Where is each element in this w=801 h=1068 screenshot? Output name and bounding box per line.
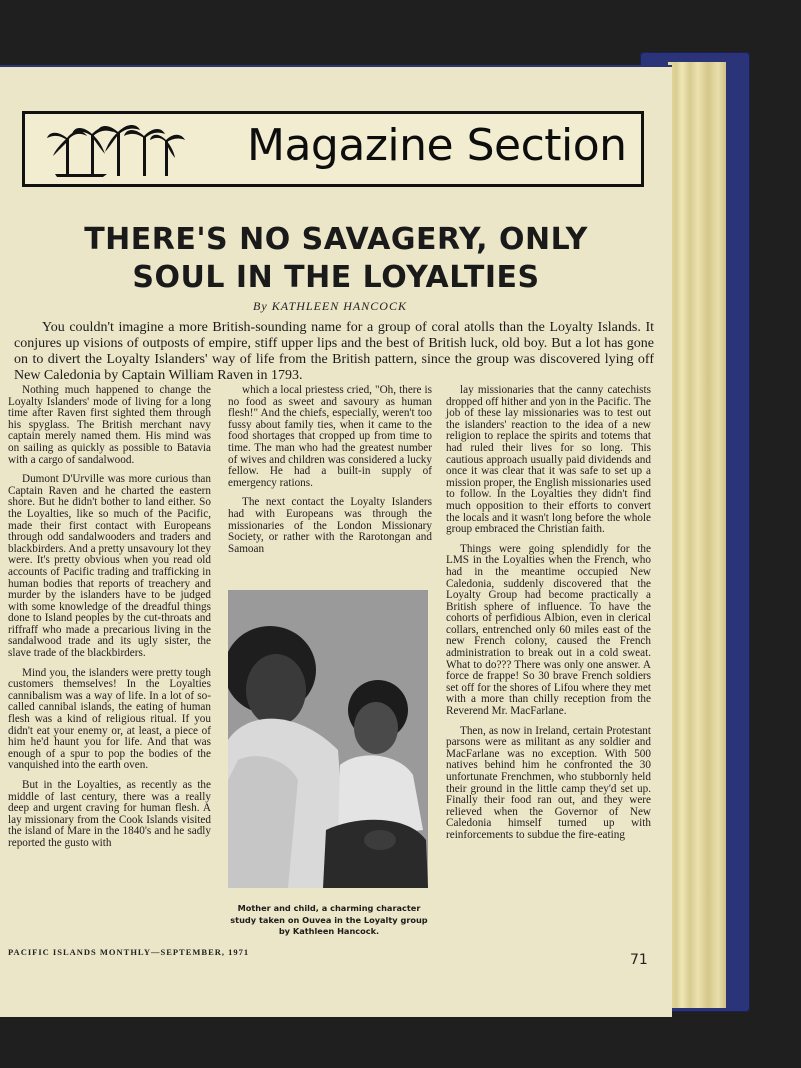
- column-1: [8, 385, 211, 858]
- magazine-page: [0, 65, 672, 1017]
- headline-line-1: THERE'S NO SAVAGERY, ONLY: [84, 222, 588, 257]
- headline-line-2: SOUL IN THE LOYALTIES: [132, 260, 540, 295]
- paragraph: which a local priestess cried, "Oh, there is no food as sweet and savoury as human flesh!" And the chiefs, especially, weren't too fussy about family ties, when it came to the food shortages that cropped up from time to time. The man who had the greatest number of wives and children was considered a lucky fellow. He had a built-in supply of emergency rations.: [228, 384, 432, 489]
- paragraph: Mind you, the islanders were pretty tough customers themselves! In the Loyalties cannibalism was a way of life. In a lot of so-called cannibal islands, the eating of human flesh was a kind of religious ritual. If you didn't eat your enemy or, at least, a piece of him he'd haunt you for life. And that was enough of a spur to pop the bodies of the vanquished into the earth oven.: [8, 666, 211, 772]
- banner-title: Magazine Section: [247, 120, 627, 171]
- mother-child-photo: [228, 590, 428, 888]
- publication-footer: PACIFIC ISLANDS MONTHLY—SEPTEMBER, 1971: [8, 947, 250, 957]
- paragraph: The next contact the Loyalty Islanders had with Europeans was through the missionaries of the London Missionary Society, or rather with the Rarotongan and Samoan: [228, 496, 432, 555]
- paragraph: lay missionaries that the canny catechists dropped off hither and yon in the Pacific. The job of these lay missionaries was to test out the islanders' reaction to the idea of a new religion to replace the spirits and totems that had ruled their lives for so long. This cautious approach usually paid dividends and once it was clear that it was safe to set up a mission proper, the English missionaries used to follow. In the Loyalties they didn't find much opposition to their efforts to convert the locals and it wasn't long before the whole group embraced the Christian faith.: [446, 384, 651, 536]
- paragraph: But in the Loyalties, as recently as the middle of last century, there was a really deep and urgent craving for human flesh. A lay missionary from the Cook Islands visited the island of Mare in the 1840's and he sadly reported the gusto with: [8, 779, 211, 849]
- paragraph: Dumont D'Urville was more curious than Captain Raven and he charted the eastern shore. But he didn't bother to land either. So the Loyalties, like so much of the Pacific, made their first contact with Europeans through odd sandalwooders and traders and blackbirders. And a pretty unsavoury lot they were. It's pretty obvious when you read old accounts of Pacific trading and trafficking in human bodies that reports of treachery and murder by the islanders have to be judged with some knowledge of the dreadful things done to Island peoples by the cut-throats and riffraff who made a precarious living in the sandalwood trade and its ugly sister, the slave trade of the blackbirders.: [8, 473, 211, 660]
- page-edges: [668, 62, 726, 1008]
- palm-trees-icon: [47, 122, 187, 178]
- paragraph: Nothing much happened to change the Loyalty Islanders' mode of living for a long time after Raven first sighted them through his spyglass. The British merchant navy captain merely named them. His mind was on sailing as quickly as possible to Batavia with a cargo of sandalwood.: [8, 384, 211, 466]
- photo-caption: Mother and child, a charming character study taken on Ouvea in the Loyalty group by Kathleen Hancock.: [230, 903, 428, 936]
- intro-paragraph: You couldn't imagine a more British-sounding name for a group of coral atolls than the Loyalty Islands. It conjures up visions of outposts of empire, stiff upper lips and the best of British luck, old boy. But a lot has gone on to divert the Loyalty Islanders' way of life from the British pattern, since the group was discovered lying off New Caledonia by Captain William Raven in 1793.: [14, 320, 654, 383]
- column-2: [228, 385, 432, 563]
- page-number: 71: [630, 952, 648, 968]
- magazine-section-banner: [22, 111, 644, 187]
- byline: By KATHLEEN HANCOCK: [253, 299, 407, 313]
- photo-illustration: [228, 590, 428, 888]
- column-3: [446, 385, 651, 850]
- paragraph: Things were going splendidly for the LMS in the Loyalties when the French, who had in the meantime occupied New Caledonia, suddenly discovered that the Loyalty Group had become practically a British sphere of influence. To have the cohorts of perfidious Albion, even in clerical collars, entrenched only 60 miles east of the new French colony, caused the French administration to break out in a cold sweat. What to do??? There was only one answer. A force de frappe! So 30 brave French soldiers set off for the shores of Lifou where they met with a more than chilly reception from the Reverend Mr. MacFarlane.: [446, 542, 651, 718]
- paragraph: Then, as now in Ireland, certain Protestant parsons were as militant as any soldier and MacFarlane was no exception. With 500 natives behind him he confronted the 30 unfortunate Frenchmen, who stubbornly held their ground in the little camp they'd set up. Finally their food ran out, and they were relieved when the Governor of New Caledonia himself turned up with reinforcements to subdue the fire-eating: [446, 724, 651, 841]
